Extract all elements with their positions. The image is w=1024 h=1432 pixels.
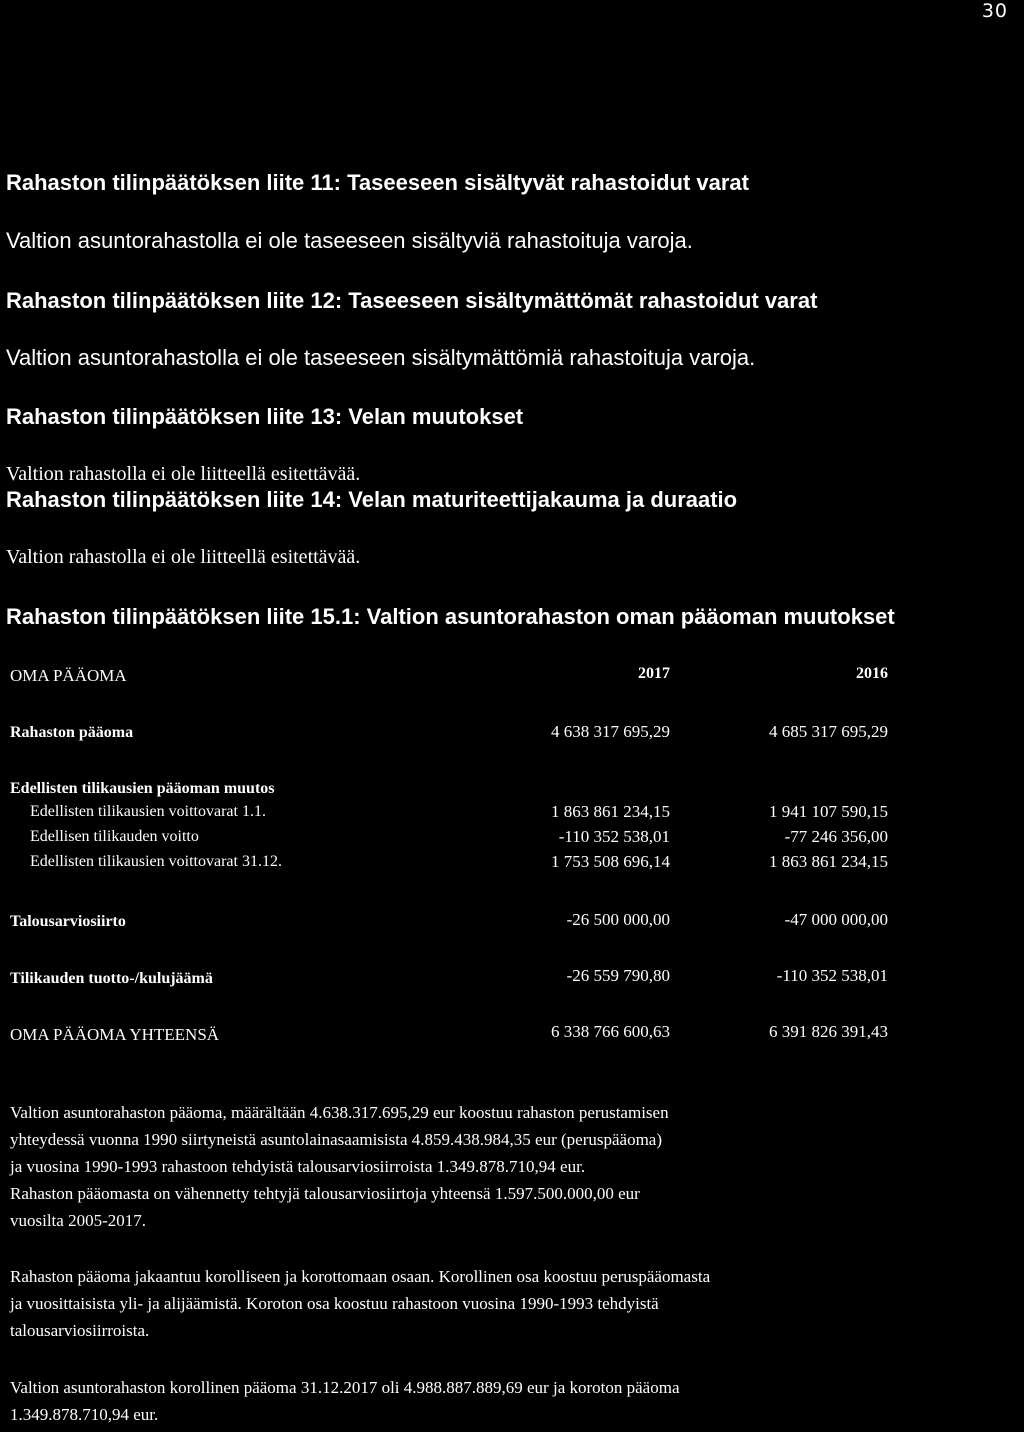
row-label-talousarviosiirto: Talousarviosiirto	[10, 913, 126, 930]
row-value-2017: 6 338 766 600,63	[551, 1022, 670, 1041]
row-value-2017: 4 638 317 695,29	[551, 722, 670, 741]
note-line: ja vuosittaisista yli- ja alijäämistä. Koroton osa koostuu rahastoon vuosina 1990-1993 tehdyistä	[10, 1294, 659, 1313]
row-value-2016: 1 863 861 234,15	[769, 852, 888, 871]
row-value-2017: -26 500 000,00	[566, 910, 670, 929]
row-value-2016: -110 352 538,01	[776, 966, 888, 985]
heading-appendix-15-1: Rahaston tilinpäätöksen liite 15.1: Valtion asuntorahaston oman pääoman muutokset	[6, 604, 895, 629]
note-line: Valtion asuntorahaston pääoma, määrältään 4.638.317.695,29 eur koostuu rahaston perustamisen	[10, 1103, 669, 1122]
row-value-2016: -47 000 000,00	[784, 910, 888, 929]
text-appendix-12: Valtion asuntorahastolla ei ole taseeseen sisältymättömiä rahastoituja varoja.	[6, 345, 756, 370]
note-line: Rahaston pääomasta on vähennetty tehtyjä talousarviosiirtoja yhteensä 1.597.500.000,00 eur	[10, 1184, 640, 1203]
page-number: 30	[981, 0, 1008, 22]
heading-appendix-14: Rahaston tilinpäätöksen liite 14: Velan maturiteettijakauma ja duraatio	[6, 487, 738, 512]
text-appendix-13: Valtion rahastolla ei ole liitteellä esitettävää.	[6, 463, 361, 485]
row-label-edellisten-paaoman-muutos: Edellisten tilikausien pääoman muutos	[10, 780, 275, 797]
heading-appendix-11: Rahaston tilinpäätöksen liite 11: Taseeseen sisältyvät rahastoidut varat	[6, 170, 749, 195]
table-header-2016: 2016	[856, 665, 888, 682]
note-line: Rahaston pääoma jakaantuu korolliseen ja korottomaan osaan. Korollinen osa koostuu peruspääomasta	[10, 1267, 711, 1286]
row-value-2016: -77 246 356,00	[784, 827, 888, 846]
note-line: Valtion asuntorahaston korollinen pääoma 31.12.2017 oli 4.988.887.889,69 eur ja koroton pääoma	[10, 1378, 680, 1397]
heading-appendix-13: Rahaston tilinpäätöksen liite 13: Velan muutokset	[6, 404, 524, 429]
row-value-2017: 1 863 861 234,15	[551, 802, 670, 821]
note-line: talousarviosiirroista.	[10, 1321, 150, 1340]
row-value-2016: 6 391 826 391,43	[769, 1022, 888, 1041]
row-label-rahaston-paaoma: Rahaston pääoma	[10, 724, 134, 741]
row-label-voittovarat-31-12: Edellisten tilikausien voittovarat 31.12.	[30, 853, 282, 870]
text-appendix-14: Valtion rahastolla ei ole liitteellä esitettävää.	[6, 546, 361, 568]
row-label-tilikauden-tuotto: Tilikauden tuotto-/kulujäämä	[10, 970, 213, 987]
row-value-2017: -110 352 538,01	[558, 827, 670, 846]
row-value-2017: 1 753 508 696,14	[551, 852, 670, 871]
heading-appendix-12: Rahaston tilinpäätöksen liite 12: Taseeseen sisältymättömät rahastoidut varat	[6, 288, 818, 313]
table-header-2017: 2017	[638, 665, 670, 682]
row-label-oma-paaoma-yhteensa: OMA PÄÄOMA YHTEENSÄ	[10, 1025, 220, 1044]
table-header-label: OMA PÄÄOMA	[10, 666, 127, 685]
row-label-edellisen-voitto: Edellisen tilikauden voitto	[30, 828, 199, 845]
row-value-2016: 1 941 107 590,15	[769, 802, 888, 821]
note-line: vuosilta 2005-2017.	[10, 1211, 146, 1230]
note-line: 1.349.878.710,94 eur.	[10, 1405, 159, 1424]
row-value-2016: 4 685 317 695,29	[769, 722, 888, 741]
note-line: yhteydessä vuonna 1990 siirtyneistä asuntolainasaamisista 4.859.438.984,35 eur (peruspääoma)	[10, 1130, 662, 1149]
text-appendix-11: Valtion asuntorahastolla ei ole taseeseen sisältyviä rahastoituja varoja.	[6, 228, 693, 253]
row-value-2017: -26 559 790,80	[566, 966, 670, 985]
row-label-voittovarat-1-1: Edellisten tilikausien voittovarat 1.1.	[30, 803, 266, 820]
note-line: ja vuosina 1990-1993 rahastoon tehdyistä talousarviosiirroista 1.349.878.710,94 eur.	[10, 1157, 586, 1176]
